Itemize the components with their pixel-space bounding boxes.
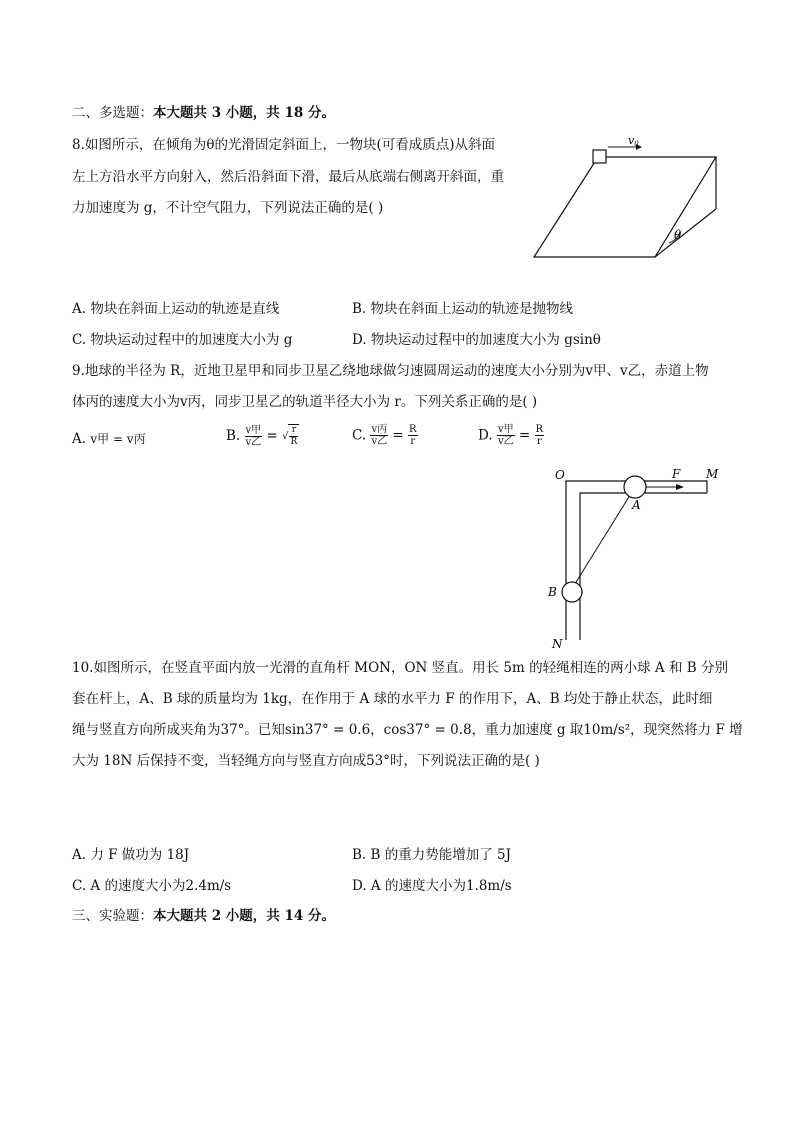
q8-option-c[interactable]: C. 物块运动过程中的加速度大小为 g [72, 332, 293, 348]
section-header-experiment: 三、实验题：本大题共 2 小题，共 14 分。 [72, 908, 335, 924]
q10-text-line-4: 大为 18N 后保持不变，当轻绳方向与竖直方向成53°时，下列说法正确的是( ) [72, 753, 540, 769]
q9-option-d[interactable]: D. $\frac{\text{v甲}}{\text{v乙}}$ = $\frac{R}{r}$ [478, 424, 544, 447]
square-root: √ $\frac{r}{R}$ [282, 425, 298, 447]
fraction: $\frac{R}{r}$ [409, 424, 417, 447]
velocity-label: v0 [628, 134, 639, 148]
block [593, 150, 606, 163]
label-b: B [548, 585, 557, 599]
q10-option-d[interactable]: D. A 的速度大小为1.8m/s [352, 878, 512, 894]
fraction: $\frac{\text{v甲}}{\text{v乙}}$ [245, 424, 262, 448]
q10-text-line-3: 绳与竖直方向所成夹角为37°。已知sin37° = 0.6，cos37° = 0.8，重力加速度 g 取10m/s²，现突然将力 F 增 [72, 722, 743, 738]
q9-option-c[interactable]: C. $\frac{\text{v丙}}{\text{v乙}}$ = $\frac{R}{r}$ [352, 424, 417, 447]
rod-inner-edge [580, 493, 707, 640]
q10-option-b[interactable]: B. B 的重力势能增加了 5J [352, 847, 512, 863]
q9-text-line-2: 体丙的速度大小为v丙，同步卫星乙的轨道半径大小为 r。下列关系正确的是( ) [72, 394, 538, 410]
incline-base-edge [655, 209, 716, 257]
angle-theta-label: θ [674, 228, 682, 242]
q10-option-a[interactable]: A. 力 F 做功为 18J [72, 847, 190, 863]
q8-text-line-1: 8.如图所示，在倾角为θ的光滑固定斜面上，一物块(可看成质点)从斜面 [72, 137, 496, 153]
incline-top-face [534, 157, 716, 257]
force-arrowhead [676, 484, 684, 490]
label-o: O [555, 468, 565, 482]
fraction: $\frac{\text{v甲}}{\text{v乙}}$ [497, 424, 514, 447]
q10-option-c[interactable]: C. A 的速度大小为2.4m/s [72, 878, 232, 894]
q8-option-b[interactable]: B. 物块在斜面上运动的轨迹是抛物线 [352, 301, 574, 317]
q8-option-d[interactable]: D. 物块运动过程中的加速度大小为 gsinθ [352, 332, 601, 348]
q8-incline-figure [528, 132, 728, 264]
section-header-multiple-choice: 二、多选题：本大题共 3 小题，共 18 分。 [72, 105, 335, 121]
q10-text-line-1: 10.如图所示，在竖直平面内放一光滑的直角杆 MON，ON 竖直。用长 5m 的轻绳相连的两小球 A 和 B 分别 [72, 660, 728, 676]
q10-text-line-2: 套在杆上，A、B 球的质量均为 1kg，在作用于 A 球的水平力 F 的作用下，A、B 均处于静止状态，此时细 [72, 691, 713, 707]
q8-text-line-3: 力加速度为 g，不计空气阻力，下列说法正确的是( ) [72, 200, 384, 216]
q9-text-line-1: 9.地球的半径为 R，近地卫星甲和同步卫星乙绕地球做匀速圆周运动的速度大小分别为v甲、v乙，赤道上物 [72, 363, 709, 379]
q8-option-a[interactable]: A. 物块在斜面上运动的轨迹是直线 [72, 301, 280, 317]
q8-text-line-2: 左上方沿水平方向射入，然后沿斜面下滑，最后从底端右侧离开斜面，重 [72, 169, 504, 185]
label-f: F [672, 467, 681, 481]
label-a: A [632, 498, 641, 512]
q9-option-a[interactable]: A. v甲 = v丙 [72, 431, 146, 447]
label-m: M [706, 467, 719, 481]
q10-right-angle-rod-figure [540, 462, 730, 652]
ball-b [562, 582, 582, 602]
ball-a [624, 476, 646, 498]
fraction: $\frac{\text{v丙}}{\text{v乙}}$ [371, 424, 388, 447]
rope [573, 492, 632, 587]
fraction: $\frac{R}{r}$ [535, 424, 544, 447]
q9-option-b[interactable]: B. $\frac{\text{v甲}}{\text{v乙}}$ = √ $\frac{r}{R}$ [226, 424, 298, 448]
label-n: N [552, 637, 563, 651]
